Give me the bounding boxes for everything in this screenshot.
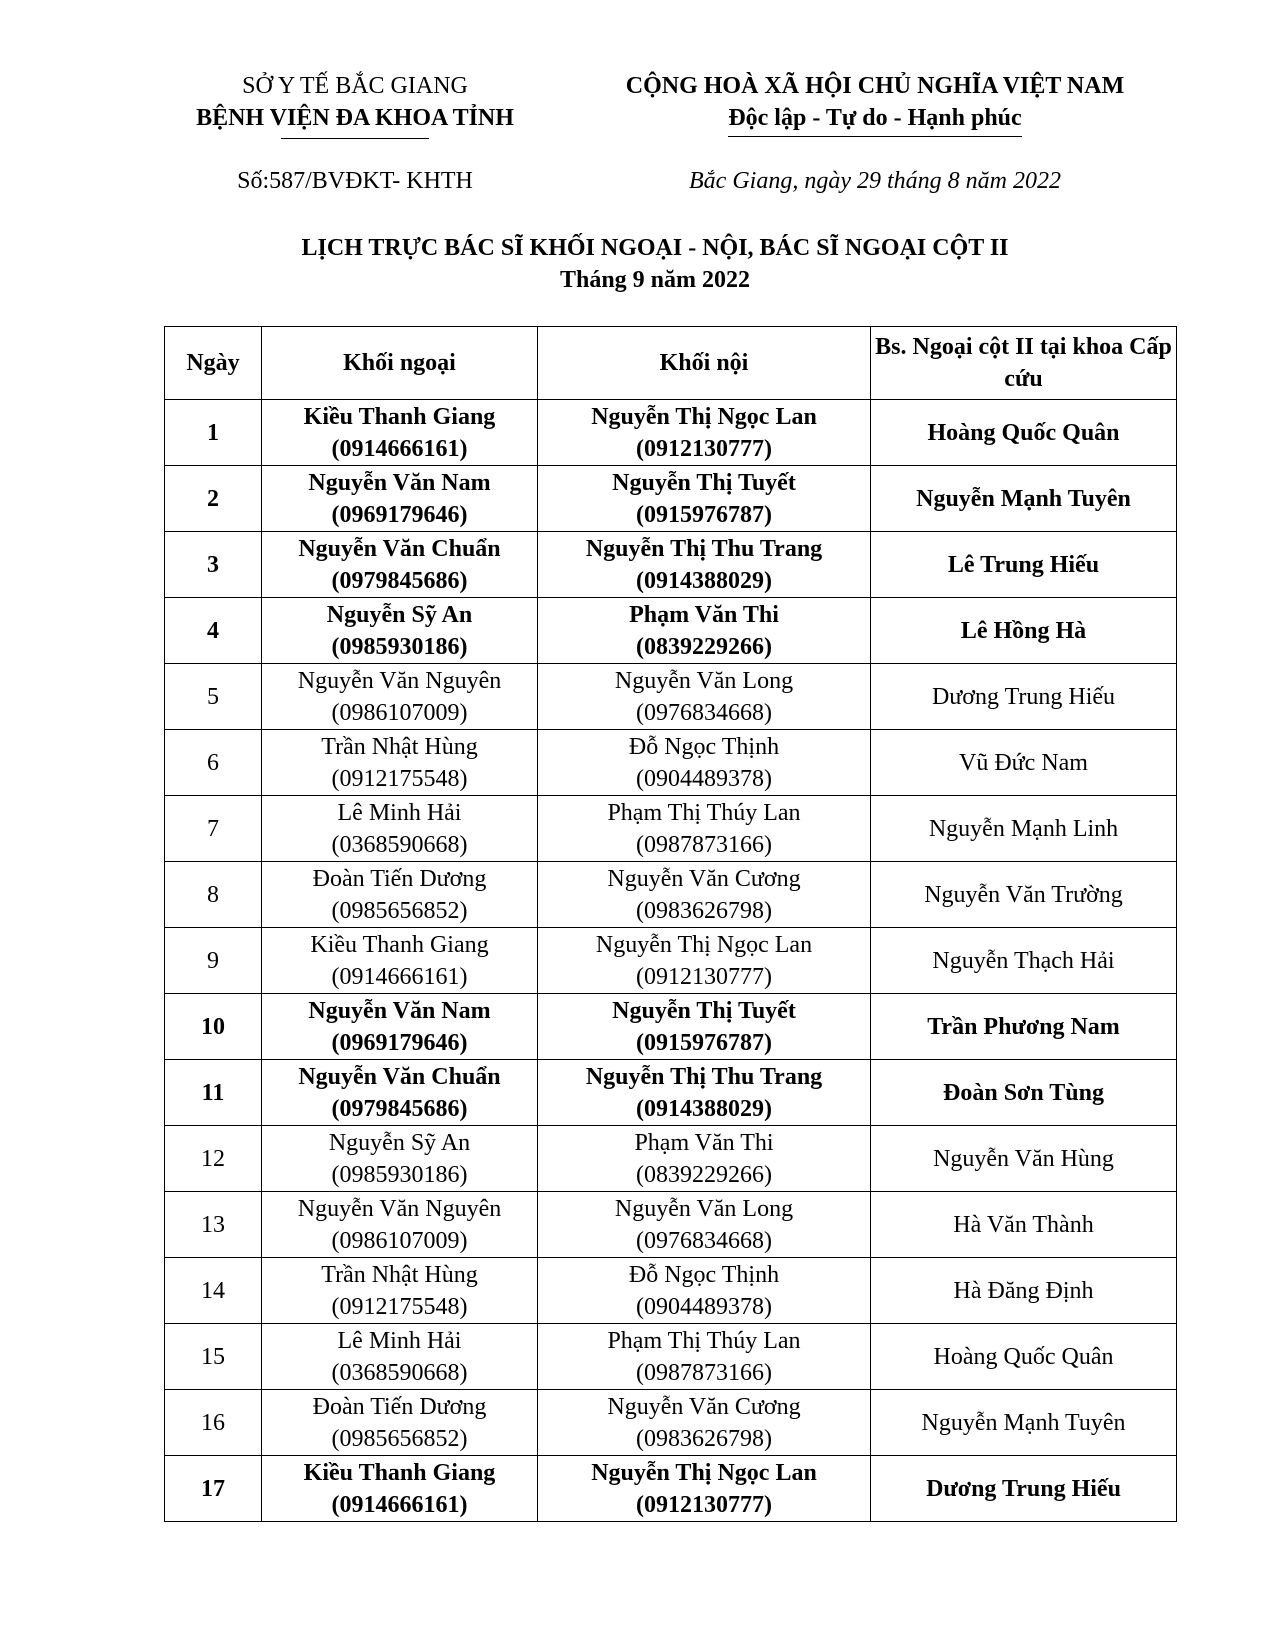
hospital-name: BỆNH VIỆN ĐA KHOA TỈNH xyxy=(196,105,514,131)
day-cell xyxy=(165,1456,262,1522)
table-row xyxy=(165,994,1177,1060)
internal-cell xyxy=(538,1456,871,1522)
day-cell xyxy=(165,1258,262,1324)
day-number: 5 xyxy=(207,683,219,710)
day-number: 11 xyxy=(201,1079,225,1106)
internal-cell xyxy=(538,1060,871,1126)
document-title-block xyxy=(100,232,1210,296)
issuer-block xyxy=(150,70,560,139)
doctor-phone: (0904489378) xyxy=(636,1293,772,1320)
internal-cell xyxy=(538,1390,871,1456)
doctor-name: Nguyễn Văn Trường xyxy=(924,881,1123,908)
doctor-name: Phạm Văn Thi xyxy=(629,601,779,628)
emergency-cell xyxy=(871,994,1177,1060)
emergency-cell xyxy=(871,1456,1177,1522)
doctor-name: Nguyễn Thị Tuyết xyxy=(612,997,796,1024)
doctor-name: Hà Văn Thành xyxy=(953,1211,1094,1238)
doctor-name: Đoàn Tiến Dương xyxy=(312,865,487,892)
doctor-phone: (0914666161) xyxy=(331,435,468,462)
internal-cell xyxy=(538,796,871,862)
doctor-phone: (0969179646) xyxy=(331,1029,468,1056)
table-body xyxy=(165,400,1177,1522)
doctor-name: Nguyễn Văn Chuẩn xyxy=(298,1063,501,1090)
table-row xyxy=(165,1192,1177,1258)
surgical-cell xyxy=(262,862,538,928)
table-row xyxy=(165,1060,1177,1126)
surgical-cell xyxy=(262,1192,538,1258)
surgical-cell xyxy=(262,1126,538,1192)
internal-cell xyxy=(538,730,871,796)
doctor-name: Đoàn Tiến Dương xyxy=(312,1393,487,1420)
doctor-name: Lê Minh Hải xyxy=(337,799,462,826)
emergency-cell xyxy=(871,928,1177,994)
emergency-cell xyxy=(871,466,1177,532)
day-cell xyxy=(165,598,262,664)
doctor-phone: (0915976787) xyxy=(636,501,772,528)
table-row xyxy=(165,466,1177,532)
date-line: Bắc Giang, ngày 29 tháng 8 năm 2022 xyxy=(689,168,1061,194)
emergency-cell xyxy=(871,1390,1177,1456)
day-number: 14 xyxy=(201,1277,225,1304)
table-row xyxy=(165,400,1177,466)
emergency-cell xyxy=(871,400,1177,466)
doctor-phone: (0979845686) xyxy=(331,1095,468,1122)
doctor-name: Nguyễn Mạnh Tuyên xyxy=(916,485,1131,512)
day-number: 9 xyxy=(207,947,219,974)
doctor-phone: (0985656852) xyxy=(331,897,468,924)
day-number: 8 xyxy=(207,881,219,908)
day-cell xyxy=(165,1324,262,1390)
surgical-cell xyxy=(262,994,538,1060)
doctor-phone: (0839229266) xyxy=(636,1161,772,1188)
emergency-cell xyxy=(871,1192,1177,1258)
day-number: 13 xyxy=(201,1211,225,1238)
table-header-row xyxy=(165,327,1177,400)
doctor-phone: (0914388029) xyxy=(636,567,772,594)
emergency-cell xyxy=(871,532,1177,598)
emergency-cell xyxy=(871,1258,1177,1324)
doctor-phone: (0912175548) xyxy=(331,765,468,792)
doctor-name: Kiều Thanh Giang xyxy=(303,403,496,430)
header-emergency-surgeon: Bs. Ngoại cột II tại khoa Cấp cứu xyxy=(871,327,1177,400)
day-cell xyxy=(165,730,262,796)
doctor-phone: (0915976787) xyxy=(636,1029,772,1056)
doctor-name: Kiều Thanh Giang xyxy=(310,931,489,958)
surgical-cell xyxy=(262,1456,538,1522)
surgical-cell xyxy=(262,400,538,466)
day-number: 6 xyxy=(207,749,219,776)
doctor-phone: (0904489378) xyxy=(636,765,772,792)
doctor-name: Nguyễn Văn Nam xyxy=(308,469,491,496)
doctor-name: Trần Phương Nam xyxy=(927,1013,1120,1040)
header-internal: Khối nội xyxy=(538,327,871,400)
surgical-cell xyxy=(262,928,538,994)
doctor-phone: (0983626798) xyxy=(636,1425,772,1452)
table-row xyxy=(165,862,1177,928)
doctor-phone: (0987873166) xyxy=(636,1359,772,1386)
header-surgical: Khối ngoại xyxy=(262,327,538,400)
doctor-name: Phạm Thị Thúy Lan xyxy=(607,1327,801,1354)
doctor-name: Trần Nhật Hùng xyxy=(321,1261,478,1288)
doctor-phone: (0985930186) xyxy=(331,1161,468,1188)
day-number: 17 xyxy=(201,1475,225,1502)
doctor-name: Nguyễn Sỹ An xyxy=(328,1129,471,1156)
table-row xyxy=(165,928,1177,994)
surgical-cell xyxy=(262,598,538,664)
day-number: 7 xyxy=(207,815,219,842)
day-cell xyxy=(165,862,262,928)
doctor-name: Đoàn Sơn Tùng xyxy=(943,1079,1104,1106)
doctor-name: Nguyễn Văn Nguyên xyxy=(297,1195,502,1222)
table-row xyxy=(165,532,1177,598)
doctor-phone: (0914666161) xyxy=(331,963,468,990)
day-number: 3 xyxy=(207,551,219,578)
surgical-cell xyxy=(262,1258,538,1324)
surgical-cell xyxy=(262,1390,538,1456)
doctor-phone: (0986107009) xyxy=(331,699,468,726)
doctor-name: Lê Minh Hải xyxy=(337,1327,462,1354)
day-cell xyxy=(165,1192,262,1258)
surgical-cell xyxy=(262,1060,538,1126)
doctor-name: Nguyễn Thị Ngọc Lan xyxy=(591,403,817,430)
doctor-name: Phạm Văn Thi xyxy=(634,1129,774,1156)
table-row xyxy=(165,1456,1177,1522)
doctor-phone: (0912175548) xyxy=(331,1293,468,1320)
internal-cell xyxy=(538,598,871,664)
doctor-name: Nguyễn Mạnh Linh xyxy=(928,815,1119,842)
department-name: SỞ Y TẾ BẮC GIANG xyxy=(242,73,468,99)
emergency-cell xyxy=(871,598,1177,664)
table-row xyxy=(165,664,1177,730)
doctor-name: Lê Hồng Hà xyxy=(960,617,1087,644)
issuer-underline xyxy=(281,138,429,139)
surgical-cell xyxy=(262,664,538,730)
doctor-name: Nguyễn Sỹ An xyxy=(326,601,473,628)
table-row xyxy=(165,730,1177,796)
day-number: 1 xyxy=(207,419,219,446)
day-cell xyxy=(165,796,262,862)
internal-cell xyxy=(538,400,871,466)
header-day: Ngày xyxy=(165,327,262,400)
internal-cell xyxy=(538,664,871,730)
day-cell xyxy=(165,466,262,532)
emergency-cell xyxy=(871,1126,1177,1192)
doctor-name: Nguyễn Mạnh Tuyên xyxy=(921,1409,1126,1436)
day-cell xyxy=(165,400,262,466)
emergency-cell xyxy=(871,1060,1177,1126)
day-cell xyxy=(165,1126,262,1192)
emergency-cell xyxy=(871,1324,1177,1390)
doctor-name: Nguyễn Thị Thu Trang xyxy=(585,535,823,562)
doctor-name: Nguyễn Văn Chuẩn xyxy=(298,535,501,562)
doctor-phone: (0914666161) xyxy=(331,1491,468,1518)
doctor-name: Vũ Đức Nam xyxy=(959,749,1088,776)
table-row xyxy=(165,796,1177,862)
doctor-phone: (0912130777) xyxy=(636,1491,772,1518)
table-row xyxy=(165,598,1177,664)
surgical-cell xyxy=(262,796,538,862)
internal-cell xyxy=(538,1126,871,1192)
doctor-name: Nguyễn Văn Nam xyxy=(308,997,491,1024)
day-number: 10 xyxy=(201,1013,225,1040)
surgical-cell xyxy=(262,532,538,598)
day-cell xyxy=(165,928,262,994)
day-cell xyxy=(165,1060,262,1126)
day-number: 12 xyxy=(201,1145,225,1172)
doctor-name: Phạm Thị Thúy Lan xyxy=(607,799,801,826)
doctor-phone: (0839229266) xyxy=(636,633,772,660)
doctor-name: Lê Trung Hiếu xyxy=(947,551,1100,578)
doctor-name: Dương Trung Hiếu xyxy=(931,683,1116,710)
table-row xyxy=(165,1258,1177,1324)
day-number: 2 xyxy=(207,485,219,512)
table-row xyxy=(165,1324,1177,1390)
doctor-name: Đỗ Ngọc Thịnh xyxy=(628,1261,780,1288)
doctor-phone: (0986107009) xyxy=(331,1227,468,1254)
internal-cell xyxy=(538,466,871,532)
doctor-phone: (0368590668) xyxy=(331,831,468,858)
internal-cell xyxy=(538,994,871,1060)
doctor-name: Đỗ Ngọc Thịnh xyxy=(628,733,780,760)
emergency-cell xyxy=(871,796,1177,862)
doctor-phone: (0912130777) xyxy=(636,435,772,462)
doctor-name: Nguyễn Văn Nguyên xyxy=(297,667,502,694)
doctor-phone: (0976834668) xyxy=(636,699,772,726)
document-subtitle: Tháng 9 năm 2022 xyxy=(559,267,751,293)
internal-cell xyxy=(538,862,871,928)
nation-name: CỘNG HOÀ XÃ HỘI CHỦ NGHĨA VIỆT NAM xyxy=(625,73,1125,99)
day-cell xyxy=(165,994,262,1060)
doctor-phone: (0976834668) xyxy=(636,1227,772,1254)
document-number: Số:587/BVĐKT- KHTH xyxy=(237,168,473,194)
doctor-name: Hoàng Quốc Quân xyxy=(933,1343,1114,1370)
internal-cell xyxy=(538,1324,871,1390)
doctor-name: Nguyễn Thị Tuyết xyxy=(612,469,796,496)
day-number: 4 xyxy=(207,617,219,644)
doctor-name: Nguyễn Văn Hùng xyxy=(933,1145,1114,1172)
surgical-cell xyxy=(262,1324,538,1390)
doctor-phone: (0979845686) xyxy=(331,567,468,594)
nation-motto: Độc lập - Tự do - Hạnh phúc xyxy=(728,102,1021,137)
doctor-name: Nguyễn Văn Long xyxy=(614,1195,794,1222)
day-cell xyxy=(165,1390,262,1456)
day-number: 15 xyxy=(201,1343,225,1370)
doctor-phone: (0987873166) xyxy=(636,831,772,858)
doctor-name: Nguyễn Văn Long xyxy=(614,667,794,694)
doctor-phone: (0912130777) xyxy=(636,963,772,990)
surgical-cell xyxy=(262,466,538,532)
duty-schedule-table xyxy=(164,326,1177,1522)
internal-cell xyxy=(538,1258,871,1324)
table-row xyxy=(165,1126,1177,1192)
day-number: 16 xyxy=(201,1409,225,1436)
doctor-name: Nguyễn Thạch Hải xyxy=(932,947,1115,974)
day-cell xyxy=(165,532,262,598)
doctor-name: Kiều Thanh Giang xyxy=(303,1459,496,1486)
day-cell xyxy=(165,664,262,730)
doctor-name: Nguyễn Văn Cương xyxy=(607,1393,801,1420)
doctor-phone: (0985656852) xyxy=(331,1425,468,1452)
doctor-phone: (0914388029) xyxy=(636,1095,772,1122)
internal-cell xyxy=(538,532,871,598)
doctor-name: Trần Nhật Hùng xyxy=(321,733,478,760)
doctor-phone: (0985930186) xyxy=(331,633,468,660)
doctor-name: Nguyễn Văn Cương xyxy=(607,865,801,892)
document-title: LỊCH TRỰC BÁC SĨ KHỐI NGOẠI - NỘI, BÁC SĨ NGOẠI CỘT II xyxy=(301,235,1009,261)
table-row xyxy=(165,1390,1177,1456)
doctor-name: Dương Trung Hiếu xyxy=(926,1475,1121,1502)
doctor-name: Nguyễn Thị Ngọc Lan xyxy=(595,931,813,958)
nation-block xyxy=(575,70,1175,137)
doctor-name: Nguyễn Thị Ngọc Lan xyxy=(591,1459,817,1486)
internal-cell xyxy=(538,1192,871,1258)
emergency-cell xyxy=(871,730,1177,796)
doctor-name: Hoàng Quốc Quân xyxy=(927,419,1120,446)
emergency-cell xyxy=(871,862,1177,928)
doctor-name: Hà Đăng Định xyxy=(953,1277,1094,1304)
doctor-phone: (0368590668) xyxy=(331,1359,468,1386)
internal-cell xyxy=(538,928,871,994)
surgical-cell xyxy=(262,730,538,796)
emergency-cell xyxy=(871,664,1177,730)
doctor-phone: (0969179646) xyxy=(331,501,468,528)
doctor-phone: (0983626798) xyxy=(636,897,772,924)
doctor-name: Nguyễn Thị Thu Trang xyxy=(585,1063,823,1090)
